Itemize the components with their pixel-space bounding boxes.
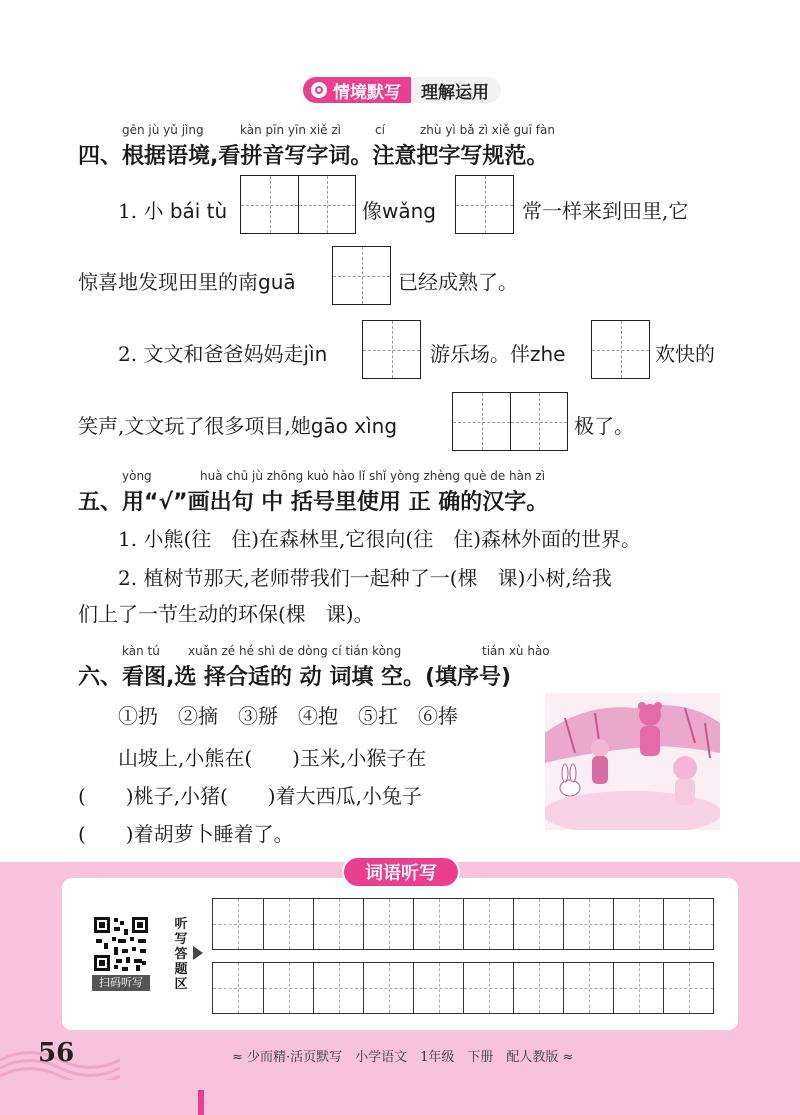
sec4-pinyin-2: kàn pīn yīn xiě zì [240, 123, 342, 137]
badge-right-label: 理解运用 [421, 82, 489, 103]
animals-illustration [545, 693, 720, 830]
sec6-pinyin-2: xuǎn zé hé shì de dòng cí tián kòng [188, 644, 402, 658]
qr-code-icon[interactable] [92, 915, 150, 973]
q2-text-c: 欢快的 [655, 342, 715, 366]
sec5-line-2: 2. 植树节那天,老师带我们一起种了一(棵 课)小树,给我 [118, 566, 612, 590]
sec4-title: 四、根据语境,看拼音写字词。注意把字写规范。 [78, 144, 549, 169]
dictation-tab: 词语听写 [342, 856, 460, 888]
q2-pinyin-a: jìn [303, 342, 328, 366]
sec5-title: 五、用“√”画出句 中 括号里使用 正 确的汉字。 [78, 490, 549, 515]
sec6-pinyin-1: kàn tú [122, 644, 160, 658]
qr-label: 扫码听写 [92, 975, 150, 991]
q2-part-d [78, 410, 397, 439]
answer-box-gua[interactable] [332, 246, 391, 305]
dictation-grid-row-1[interactable] [212, 898, 714, 950]
q1-part-d [78, 266, 296, 295]
sec5-line-1: 1. 小熊(往 住)在森林里,它很向(往 住)森林外面的世界。 [118, 527, 642, 551]
sec4-pinyin-1: gēn jù yǔ jìng [122, 123, 204, 137]
sec5-line-3: 们上了一节生动的环保(棵 课)。 [78, 602, 374, 626]
answer-box-jin[interactable] [362, 320, 421, 379]
footer-text: ≈ 少而精·活页默写 小学语文 1年级 下册 配人教版 ≈ [232, 1050, 574, 1065]
answer-box-wang[interactable] [455, 175, 514, 234]
q2-pinyin-d: gāo xìng [310, 414, 398, 438]
q2-pinyin-b: zhe [530, 342, 566, 366]
badge-right [411, 77, 501, 103]
section-badge [303, 77, 501, 103]
q1-part-b [362, 195, 436, 224]
sec5-pinyin-2: huà chū jù zhōng kuò hào lǐ shǐ yòng zhèng què de hàn zì [200, 469, 546, 483]
q1-text-d: 惊喜地发现田里的南 [78, 270, 258, 294]
badge-left [303, 77, 411, 103]
q1-pinyin-a: bái tù [169, 199, 228, 223]
target-icon [311, 82, 327, 98]
q1-pinyin-d: guā [258, 270, 296, 294]
badge-left-label: 情境默写 [333, 82, 401, 103]
edge-strip [198, 1090, 204, 1115]
q2-text-d: 笑声,文文玩了很多项目,她 [78, 414, 311, 438]
q2-text-e: 极了。 [574, 414, 634, 438]
sec6-pinyin-3: tián xù hào [482, 644, 550, 658]
answer-box-baitu[interactable] [240, 175, 356, 234]
triangle-arrow-icon [193, 946, 203, 960]
q1-text-e: 已经成熟了。 [398, 270, 518, 294]
q1-text-c: 常一样来到田里,它 [522, 199, 689, 223]
sec4-pinyin-3: cí [375, 123, 385, 137]
answer-box-gaoxing[interactable] [452, 392, 568, 451]
sec6-line-2: ( )桃子,小猪( )着大西瓜,小兔子 [78, 784, 422, 808]
q1-pinyin-b: wǎng [382, 199, 436, 223]
sec6-title: 六、看图,选 择合适的 动 词填 空。(填序号) [78, 665, 512, 690]
sec5-pinyin-1: yòng [122, 469, 152, 483]
q1-part-a [118, 195, 227, 224]
page-number: 56 [38, 1038, 75, 1068]
answer-box-zhe[interactable] [591, 320, 650, 379]
answer-area-label: 听写答题区 [174, 917, 188, 992]
q2-text-a: 2. 文文和爸爸妈妈走 [118, 342, 304, 366]
sec6-options: ①扔 ②摘 ③掰 ④抱 ⑤扛 ⑥捧 [118, 704, 458, 728]
dictation-grid-row-2[interactable] [212, 962, 714, 1014]
q2-part-b [430, 338, 565, 367]
q1-text-b: 像 [362, 199, 382, 223]
q2-text-b: 游乐场。伴 [430, 342, 530, 366]
sec6-line-1: 山坡上,小熊在( )玉米,小猴子在 [118, 746, 427, 770]
sec6-line-3: ( )着胡萝卜睡着了。 [78, 822, 294, 846]
q1-text-a: 1. 小 [118, 199, 164, 223]
sec4-pinyin-4: zhù yì bǎ zì xiě guī fàn [420, 123, 555, 137]
q2-part-a [118, 338, 327, 367]
